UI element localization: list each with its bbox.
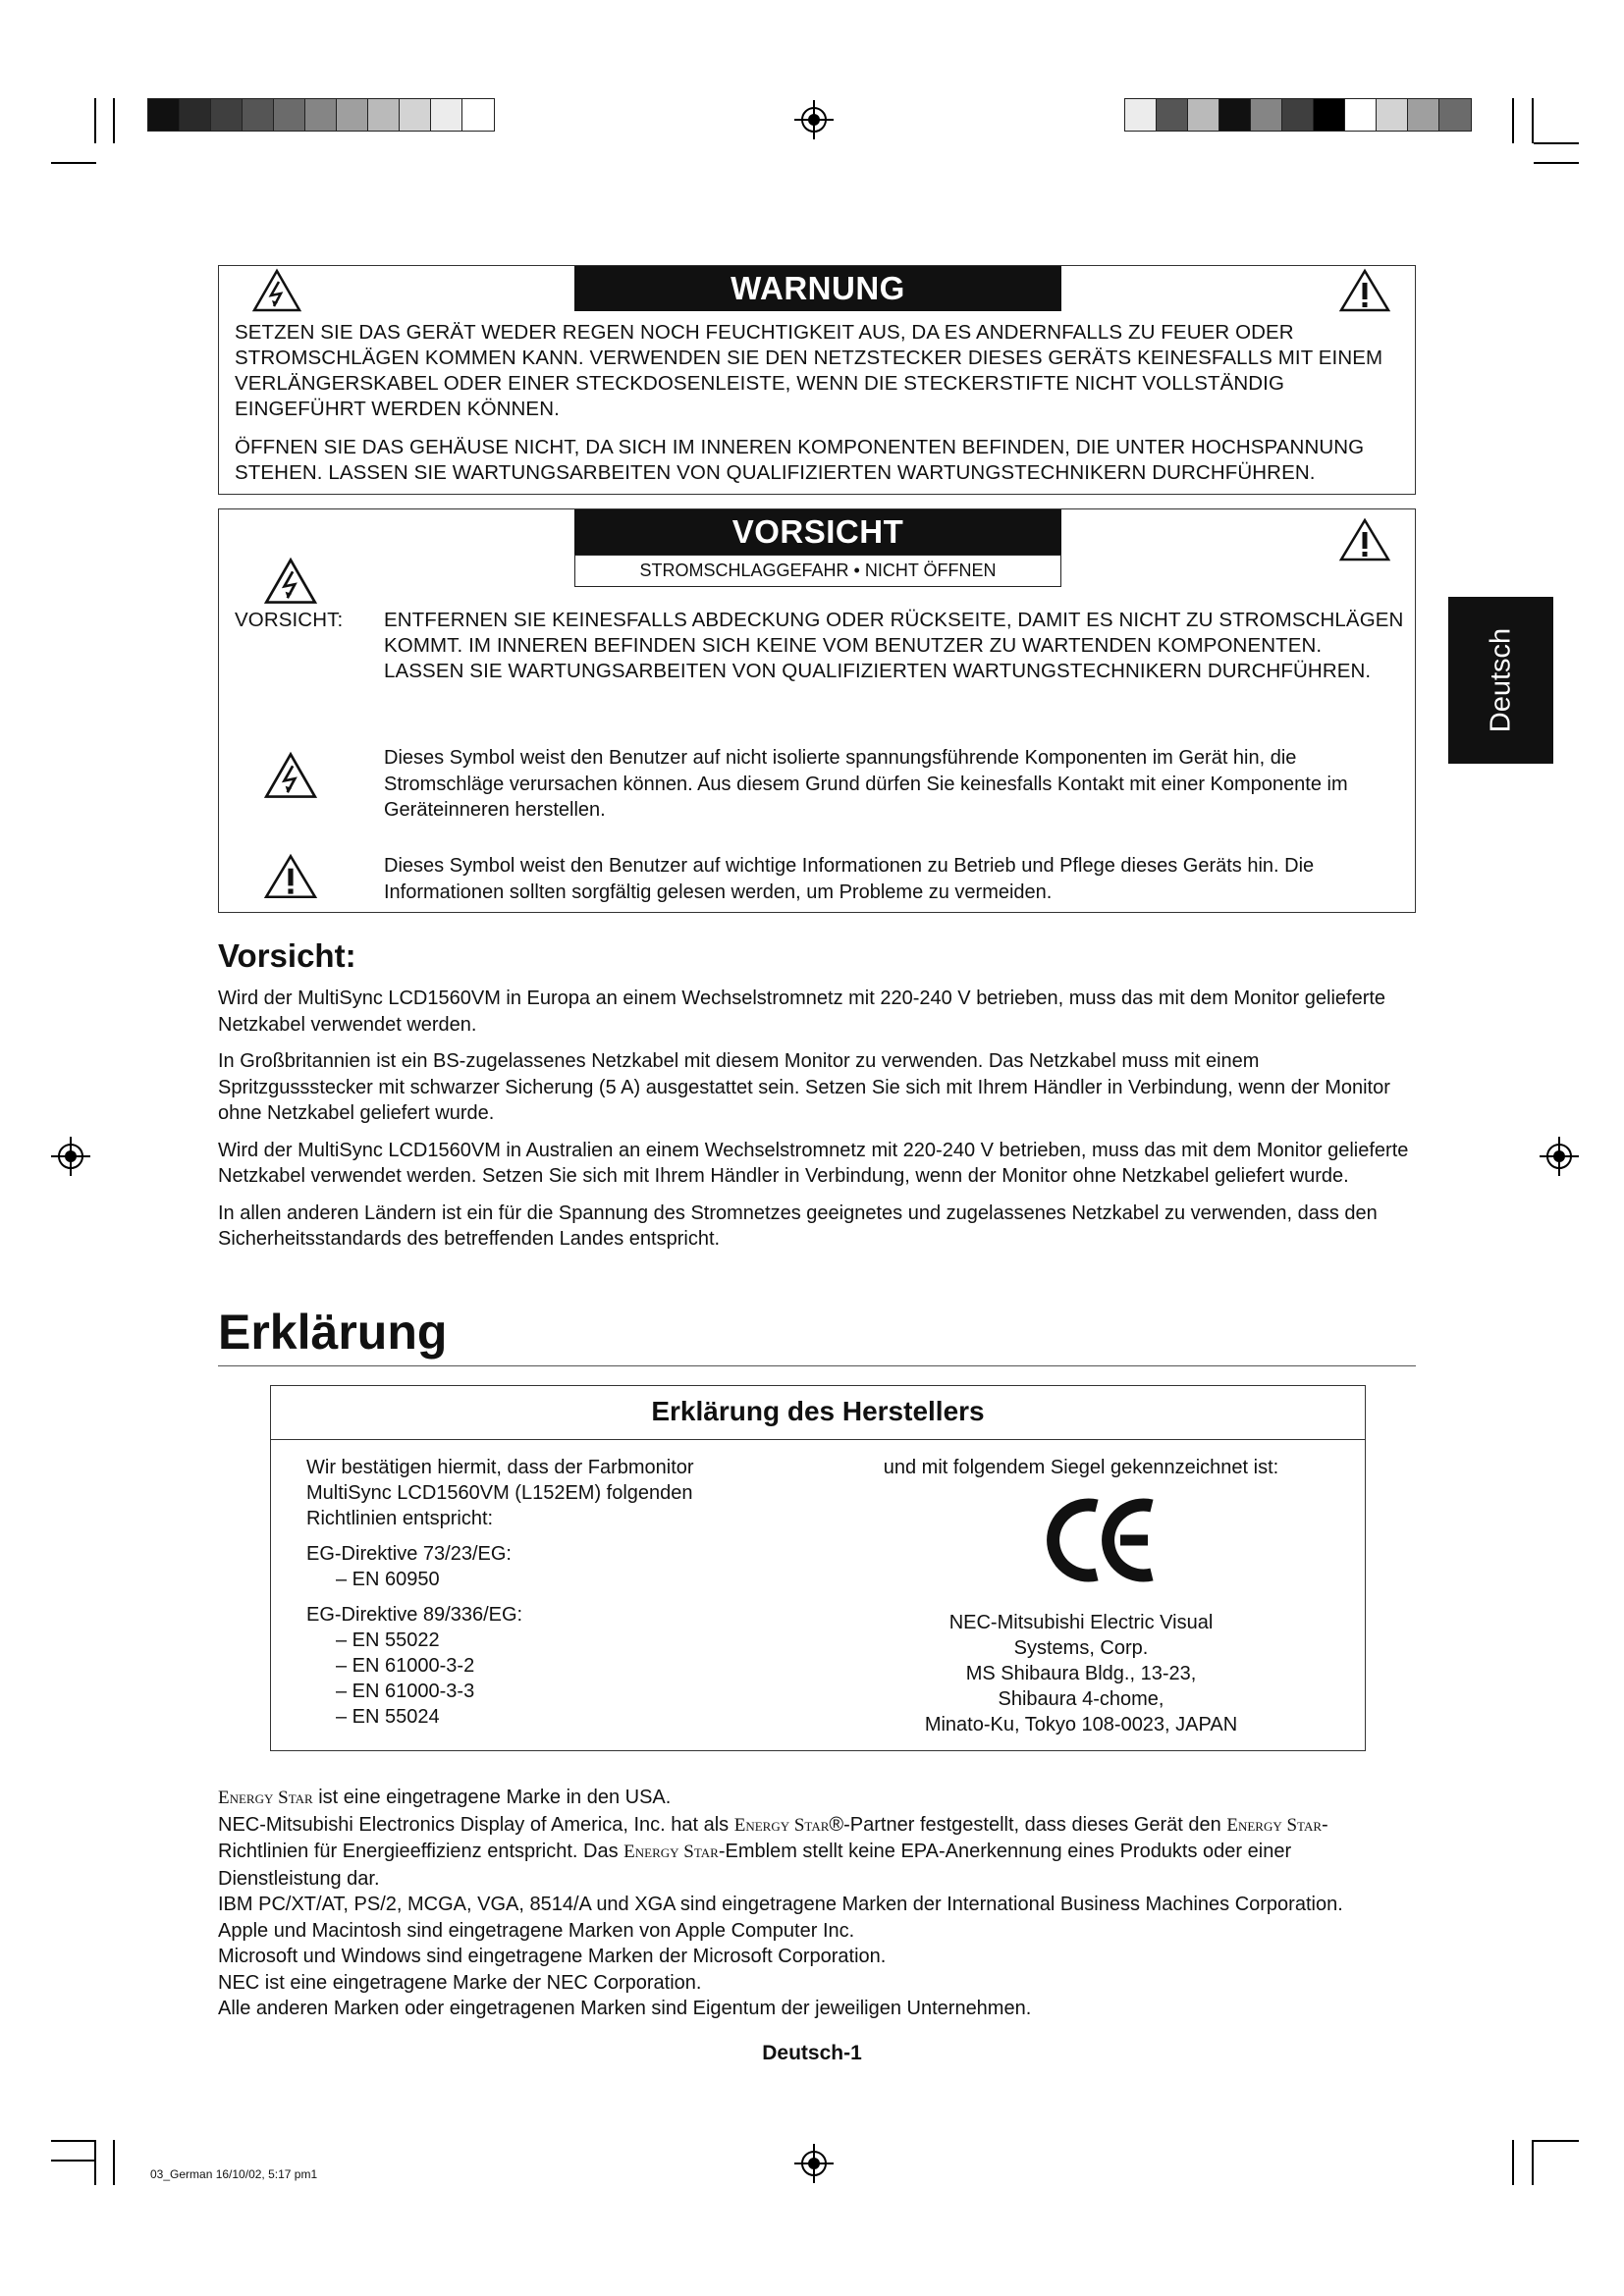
- declaration-box: [270, 1385, 1366, 1751]
- lightning-warning-icon: [263, 751, 318, 800]
- color-bar-left: [147, 98, 495, 132]
- company-address: [880, 1610, 1282, 1737]
- vorsicht-paragraph: In allen anderen Ländern ist ein für die Spannung des Stromnetzes geeignetes und zugelassenes Netzkabel zu verwenden, dass den Sicherheitsstandards des betreffenden Landes entspricht.: [218, 1201, 1378, 1250]
- company-line: Minato-Ku, Tokyo 108-0023, JAPAN: [924, 1714, 1238, 1735]
- declaration-right-column: [860, 1455, 1302, 1480]
- exclamation-warning-icon: [1338, 268, 1391, 313]
- trademark-line: [218, 1812, 1416, 1893]
- crop-mark: [51, 2160, 96, 2162]
- crop-mark: [1532, 98, 1534, 143]
- directive-2-item: – EN 55024: [336, 1706, 440, 1728]
- trademark-text: -Emblem stellt keine EPA-Anerkennung eines Produkts oder einer Dienstleistung dar.: [218, 1841, 1292, 1890]
- directive-2-item: – EN 55022: [336, 1629, 440, 1651]
- crop-mark: [113, 2140, 115, 2185]
- vorsicht-paragraph: Wird der MultiSync LCD1560VM in Europa an einem Wechselstromnetz mit 220-240 V betrieben, muss das mit dem Monitor gelieferte Netzkabel verwendet werden.: [218, 988, 1386, 1036]
- directive-1-item: – EN 60950: [336, 1569, 440, 1590]
- crop-mark: [1534, 142, 1579, 144]
- directive-2: EG-Direktive 89/336/EG:: [306, 1604, 523, 1626]
- energy-star-mark: Energy Star: [623, 1842, 719, 1862]
- trademark-line: [218, 1785, 1416, 1812]
- declaration-box-title: Erklärung des Herstellers: [651, 1396, 985, 1426]
- company-line: Systems, Corp.: [1013, 1637, 1149, 1659]
- trademark-line: Apple und Macintosh sind eingetragene Marken von Apple Computer Inc.: [218, 1919, 855, 1942]
- energy-star-mark: Energy Star: [1226, 1814, 1323, 1836]
- warning-banner: WARNUNG: [574, 266, 1061, 311]
- heading-rule: [218, 1365, 1416, 1366]
- trademark-text: ist eine eingetragene Marke in den USA.: [312, 1787, 672, 1808]
- seal-text: und mit folgendem Siegel gekennzeichnet ist:: [883, 1457, 1279, 1478]
- trademark-line: NEC ist eine eingetragene Marke der NEC Corporation.: [218, 1971, 702, 1994]
- energy-star-mark: Energy Star: [218, 1788, 313, 1808]
- declaration-box-rule: [271, 1439, 1365, 1440]
- company-line: NEC-Mitsubishi Electric Visual: [948, 1612, 1214, 1633]
- crop-mark: [94, 98, 96, 143]
- crop-mark: [51, 162, 96, 164]
- trademark-line: Microsoft und Windows sind eingetragene Marken der Microsoft Corporation.: [218, 1946, 887, 1967]
- registration-mark-icon: [794, 100, 834, 139]
- warning-text-1: SETZEN SIE DAS GERÄT WEDER REGEN NOCH FEUCHTIGKEIT AUS, DA ES ANDERNFALLS ZU FEUER ODER STROMSCHLÄGEN KOMMEN KANN. VERWENDEN SIE DEN NETZSTECKER DIESES GERÄTS KEINESFALLS MIT EINEM VERLÄNGERSKABEL ODER EINER STECKDOSENLEISTE, WENN DIE STECKERSTIFTE NICHT VOLLSTÄNDIG EINGEFÜHRT WERDEN KÖNNEN.: [235, 321, 1383, 420]
- directive-1: EG-Direktive 73/23/EG:: [306, 1543, 512, 1565]
- directive-2-item: – EN 61000-3-3: [336, 1681, 475, 1702]
- declaration-heading: Erklärung: [218, 1305, 448, 1360]
- declaration-intro: Wir bestätigen hiermit, dass der Farbmonitor MultiSync LCD1560VM (L152EM) folgenden Richtlinien entspricht:: [306, 1457, 694, 1529]
- company-line: MS Shibaura Bldg., 13-23,: [965, 1663, 1197, 1684]
- crop-mark: [113, 98, 115, 143]
- vorsicht-body: [218, 986, 1414, 1253]
- page-number: Deutsch-1: [762, 2042, 862, 2064]
- crop-mark: [51, 2140, 96, 2142]
- crop-mark: [1534, 2140, 1579, 2142]
- language-tab-label: Deutsch: [1485, 627, 1516, 733]
- caution-text: ENTFERNEN SIE KEINESFALLS ABDECKUNG ODER RÜCKSEITE, DAMIT ES NICHT ZU STROMSCHLÄGEN KOMMT. IM INNEREN BEFINDEN SICH KEINE VOM BENUTZER ZU WARTENDEN KOMPONENTEN. LASSEN SIE WARTUNGSARBEITEN VON QUALIFIZIERTEN WARTUNGSTECHNIKERN DURCHFÜHREN.: [384, 609, 1404, 682]
- company-line: Shibaura 4-chome,: [998, 1688, 1164, 1710]
- crop-mark: [1532, 2140, 1534, 2185]
- warning-box: [218, 265, 1416, 495]
- registration-mark-icon: [794, 2144, 834, 2183]
- caution-label: VORSICHT:: [235, 609, 344, 631]
- caution-subtitle: STROMSCHLAGGEFAHR • NICHT ÖFFNEN: [574, 555, 1061, 587]
- language-tab: [1448, 597, 1553, 764]
- exclamation-warning-icon: [1338, 517, 1391, 562]
- color-bar-right: [1124, 98, 1472, 132]
- energy-star-mark: Energy Star: [733, 1814, 830, 1836]
- vorsicht-heading: Vorsicht:: [218, 937, 356, 974]
- trademark-line: Alle anderen Marken oder eingetragenen Marken sind Eigentum der jeweiligen Unternehmen.: [218, 1998, 1032, 2019]
- symbol-exclamation-text: Dieses Symbol weist den Benutzer auf wichtige Informationen zu Betrieb und Pflege dieses Geräts hin. Die Informationen sollten sorgfältig gelesen werden, um Probleme zu vermeiden.: [384, 855, 1315, 903]
- vorsicht-paragraph: In Großbritannien ist ein BS-zugelassenes Netzkabel mit diesem Monitor zu verwenden. Das Netzkabel muss mit einem Spritzgussstecker mit schwarzer Sicherung (5 A) ausgestattet sein. Setzen Sie sich mit Ihrem Händler in Verbindung, wenn der Monitor ohne Netzkabel geliefert wurde.: [218, 1050, 1390, 1124]
- symbol-lightning-text: Dieses Symbol weist den Benutzer auf nicht isolierte spannungsführende Komponenten im Gerät hin, die Stromschläge verursachen können. Aus diesem Grund dürfen Sie keinesfalls Kontakt mit einer Komponente im Geräteinneren herstellen.: [384, 747, 1348, 821]
- exclamation-warning-icon: [263, 853, 318, 900]
- warning-text-2: ÖFFNEN SIE DAS GEHÄUSE NICHT, DA SICH IM INNEREN KOMPONENTEN BEFINDEN, DIE UNTER HOCHSPANNUNG STEHEN. LASSEN SIE WARTUNGSARBEITEN VON QUALIFIZIERTEN WARTUNGSTECHNIKERN DURCHFÜHREN.: [235, 436, 1365, 484]
- crop-mark: [1534, 162, 1579, 164]
- registration-mark-icon: [1540, 1137, 1579, 1176]
- trademark-text: NEC-Mitsubishi Electronics Display of America, Inc. hat als: [218, 1813, 734, 1836]
- ce-mark-icon: [1044, 1496, 1162, 1584]
- trademark-line: IBM PC/XT/AT, PS/2, MCGA, VGA, 8514/A und XGA sind eingetragene Marken der International Business Machines Corporation.: [218, 1894, 1343, 1915]
- directive-2-item: – EN 61000-3-2: [336, 1655, 475, 1677]
- crop-mark: [1512, 98, 1514, 143]
- declaration-left-column: [306, 1455, 758, 1730]
- trademark-text: ®-Partner festgestellt, dass dieses Gerät den: [829, 1813, 1227, 1836]
- trademarks: [218, 1785, 1416, 2022]
- trademark-text: -Richtlinien für Energieeffizienz entspricht. Das: [218, 1813, 1328, 1862]
- caution-box: [218, 508, 1416, 913]
- caution-banner: VORSICHT: [574, 509, 1061, 555]
- print-slug: 03_German 16/10/02, 5:17 pm1: [150, 2167, 318, 2181]
- lightning-warning-icon: [263, 557, 318, 606]
- vorsicht-paragraph: Wird der MultiSync LCD1560VM in Australien an einem Wechselstromnetz mit 220-240 V betrieben, muss das mit dem Monitor gelieferte Netzkabel verwendet werden. Setzen Sie sich mit Ihrem Händler in Verbindung, wenn der Monitor ohne Netzkabel geliefert wurde.: [218, 1139, 1409, 1187]
- lightning-warning-icon: [251, 268, 302, 313]
- registration-mark-icon: [51, 1137, 90, 1176]
- crop-mark: [1512, 2140, 1514, 2185]
- crop-mark: [94, 2140, 96, 2185]
